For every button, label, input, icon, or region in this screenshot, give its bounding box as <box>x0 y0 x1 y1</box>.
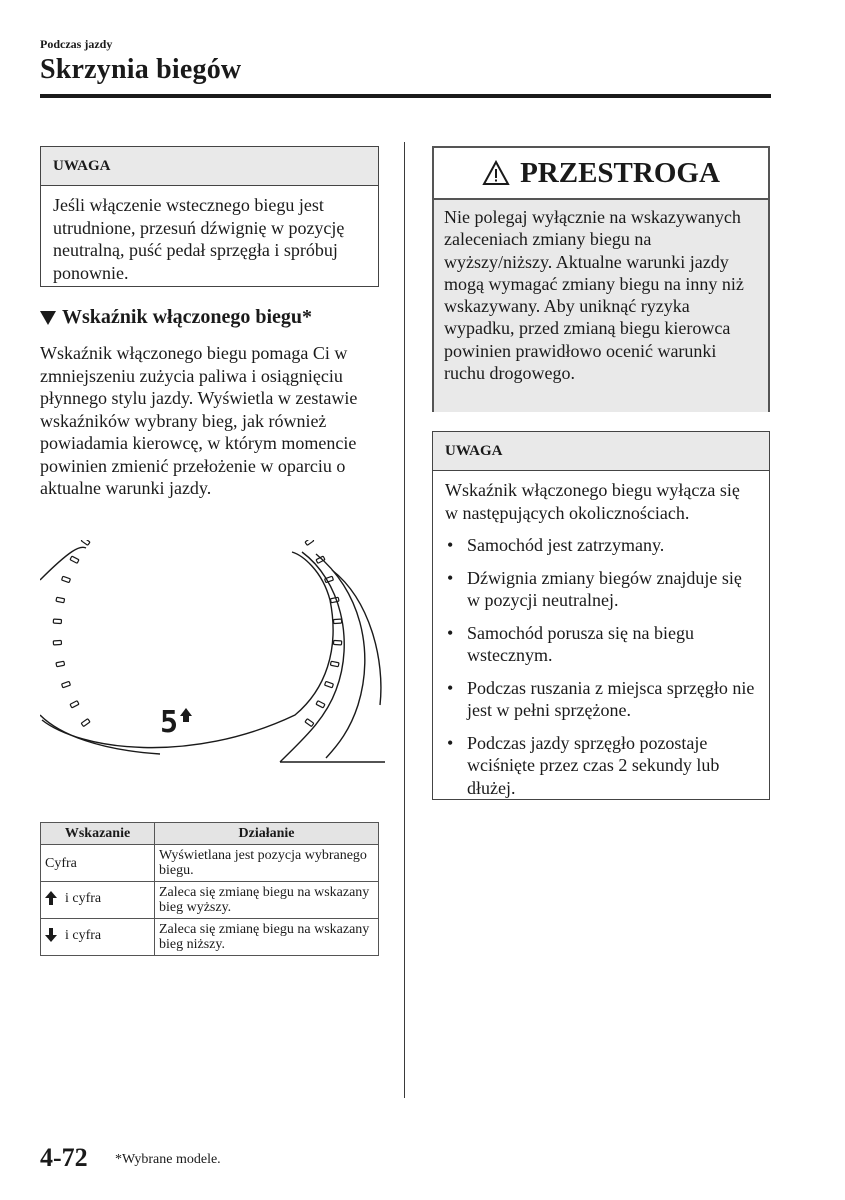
page-number: 4-72 <box>40 1143 88 1172</box>
table-cell: Zaleca się zmianę biegu na wskazany bieg niższy. <box>155 919 379 956</box>
gauge-tick <box>81 540 90 545</box>
indicator-description: Wskaźnik włączonego biegu pomaga Ci w zmniejszeniu zużycia paliwa i osiągnięciu płynnego stylu jazdy. Wyświetla w zestawie wskaźników wybrany bieg, jak również powiadamia kierowcę, w którym momencie powinien zmienić przełożenie w oparciu o aktualne warunki jazdy. <box>40 343 358 498</box>
note-intro: Wskaźnik włączonego biegu wyłącza się w następujących okolicznościach. <box>445 480 740 523</box>
warning-triangle-icon <box>482 160 510 186</box>
section-label: Podczas jazdy <box>40 37 113 51</box>
table-row <box>41 919 379 956</box>
gear-indicator-display <box>160 705 192 740</box>
table-row <box>41 845 379 882</box>
condition-list <box>445 534 757 799</box>
list-item: • Podczas ruszania z miejsca sprzęgło nie jest w pełni sprzężone. <box>445 677 757 722</box>
indication-label: i cyfra <box>65 927 102 943</box>
table-cell: Wyświetlana jest pozycja wybranego biegu. <box>155 845 379 882</box>
gauge-tick <box>56 661 65 667</box>
gauge-tick <box>53 619 61 624</box>
gauge-tick <box>81 719 90 727</box>
note-heading: UWAGA <box>433 432 769 471</box>
note-box-reverse <box>40 146 379 287</box>
indication-label: i cyfra <box>65 890 102 906</box>
caution-text: Nie polegaj wyłącznie na wskazywanych zaleceniach zmiany biegu na wyższy/niższy. Aktualne warunki jazdy mogą wymagać zmiany biegu na inny niż wskazywany. Aby uniknąć ryzyka wypadku, przed zmianą biegu kierowca powinien prawidłowo ocenić warunki ruchu drogowego. <box>434 200 768 412</box>
table-cell <box>41 919 155 956</box>
page-title: Skrzynia biegów <box>40 54 242 85</box>
gauge-tick <box>316 701 325 708</box>
gauge-tick <box>62 576 71 582</box>
gauge-tick <box>70 556 79 563</box>
instrument-cluster-illustration <box>40 540 385 770</box>
table-cell: Cyfra <box>41 845 155 882</box>
table-cell <box>41 882 155 919</box>
list-item: • Samochód porusza się na biegu wstecznym. <box>445 622 757 667</box>
gauge-tick <box>330 661 339 667</box>
gauge-tick <box>333 619 341 624</box>
note-box-indicator-off <box>432 431 770 800</box>
arrow-up-icon <box>45 891 57 905</box>
column-divider <box>404 142 405 1098</box>
shift-up-arrow-icon <box>180 708 192 722</box>
list-item: • Podczas jazdy sprzęgło pozostaje wciśnięte przez czas 2 sekundy lub dłużej. <box>445 732 757 800</box>
list-item: • Samochód jest zatrzymany. <box>445 534 757 557</box>
gauge-tick <box>62 681 71 687</box>
gauge-tick <box>56 597 65 603</box>
table-cell: Zaleca się zmianę biegu na wskazany bieg wyższy. <box>155 882 379 919</box>
triangle-bullet-icon <box>40 311 56 325</box>
title-rule <box>40 94 771 98</box>
note-heading: UWAGA <box>41 147 378 186</box>
table-header: Działanie <box>155 823 379 845</box>
gauge-tick <box>70 701 79 708</box>
list-item: • Dźwignia zmiany biegów znajduje się w pozycji neutralnej. <box>445 567 757 612</box>
section-heading-gear-indicator <box>40 306 312 329</box>
gauge-tick <box>316 556 325 563</box>
note-text: Jeśli włączenie wstecznego biegu jest utrudnione, przesuń dźwignię w pozycję neutralną, puść pedał sprzęgła i spróbuj ponownie. <box>53 195 345 283</box>
arrow-down-icon <box>45 928 57 942</box>
caution-heading-text: PRZESTROGA <box>520 156 720 189</box>
footnote: *Wybrane modele. <box>115 1152 221 1167</box>
gear-digit: 5 <box>160 705 179 740</box>
gauge-tick <box>333 640 341 645</box>
gauge-tick <box>330 597 339 603</box>
caution-heading <box>434 148 768 200</box>
gauge-tick <box>305 719 314 727</box>
gauge-tick <box>305 540 314 545</box>
gauge-tick <box>325 681 334 687</box>
gauge-ticks <box>53 540 341 727</box>
caution-box <box>432 146 770 412</box>
section-heading-text: Wskaźnik włączonego biegu* <box>62 306 313 328</box>
indicator-legend-table <box>40 822 379 956</box>
table-row <box>41 882 379 919</box>
gauge-tick <box>53 640 61 645</box>
table-header: Wskazanie <box>41 823 155 845</box>
